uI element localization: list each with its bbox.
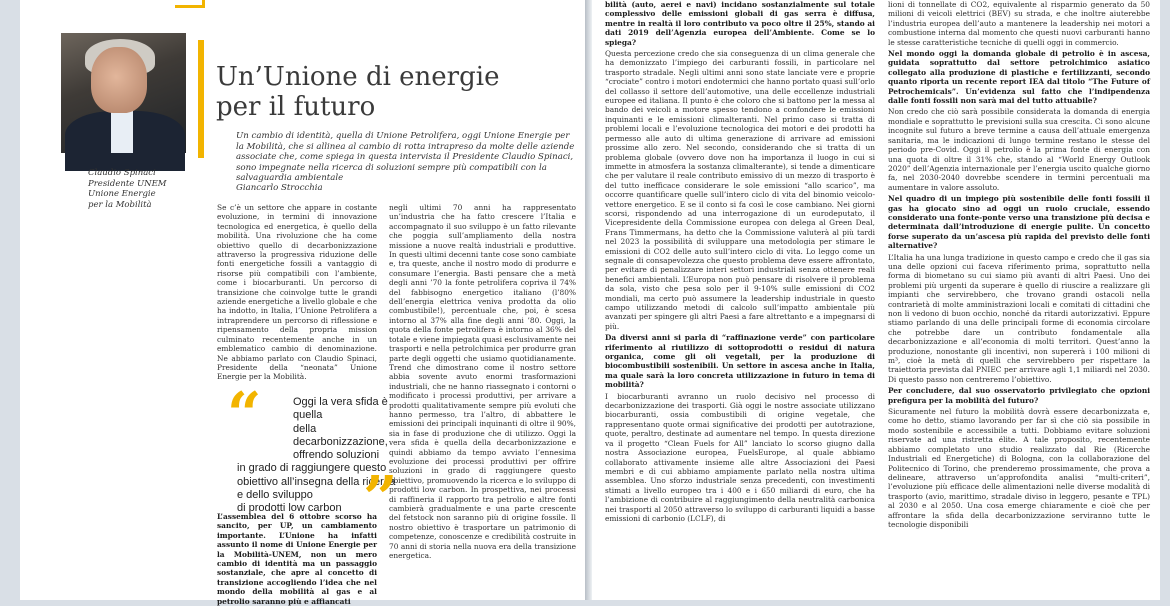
paragraph: Sicuramente nel futuro la mobilità dovrà essere decarbonizzata e, come ho detto, stiamo lavorando per far sì che ciò sia possibile in modo sostenibile e accessibile a tutti. Dobbiamo evitare soluzioni riservate ad una ristretta élite. A tale proposito, recentemente abbiamo completato uno studio realizzato dal Rie (Ricerche Industriali ed Energetiche) di Bologna, con la collaborazione del Politecnico di Torino, che prenderemo prossimamente, che prova a delineare, attraverso un’approfondita analisi “multi-criteri”, l’evoluzione più efficace delle alimentazioni nelle diverse modalità di trasporto (avio, marittimo, stradale diviso in leggero, pesante e TPL) al 2030 e al 2050. Una cosa emerge chiaramente e cioè che per affrontare la sfida della decarbonizzazione serviranno tutte le tecnologie disponibili: [888, 407, 1150, 529]
page-gutter: [585, 0, 592, 600]
paragraph: negli ultimi 70 anni ha rappresentato un’industria che ha fatto crescere l’Italia e accompagnato il suo sviluppo è un fatto rilevante che poggia sull’ampliamento della nostra missione a nuove realtà industriali e produttive. In questi ultimi decenni tante cose sono cambiate e, tra queste, anche il nostro modo di produrre e consumare l’energia. Basti pensare che a metà degli anni ’70 la fonte petrolifera copriva il 74% del fabbisogno energetico italiano (l’80% dell’energia elettrica veniva prodotta da olio combustibile!), percentuale che, poi, è scesa intorno al 37% alla fine degli anni ’80. Oggi, la quota della fonte petrolifera è intorno al 36% del totale e viene impiegata quasi esclusivamente nei trasporti e nella petrolchimica per produrre gran parte degli oggetti che usiamo quotidianamente. Trend che dimostrano come il nostro settore abbia sovente avuto enormi trasformazioni industriali, che ne hanno riassegnato i contorni o modificato i processi produttivi, per arrivare a prodotti qualitativamente sempre più evoluti che hanno permesso, tra l’altro, di abbattere le emissioni dei principali inquinanti di oltre il 90%, sia in fase di produzione che di utilizzo. Oggi la vera sfida è quella della decarbonizzazione e quindi abbiamo da tempo avviato l’ennesima evoluzione dei processi produttivi per offrire soluzioni in grado di raggiungere questo obiettivo, promuovendo la ricerca e lo sviluppo di prodotti low carbon. In prospettiva, nei processi di raffineria il rapporto tra petrolio e altre fonti cambierà gradualmente e una parte crescente del fetstock non saranno più di origine fossile. Il nostro obiettivo è trasportare un patrimonio di competenze, conoscenze e credibilità costruite in 70 anni di storia nella nuova era della transizione energetica.: [389, 203, 576, 561]
paragraph: Se c’è un settore che appare in costante evoluzione, in termini di innovazione tecnologica ed energetica, è quello della mobilità. Una rivoluzione che ha come obiettivo quello di decarbonizzazione attraverso la progressiva riduzione delle fonti energetiche fossili a vantaggio di risorse più compatibili con l’ambiente, come i biocarburanti. Un percorso di transizione che coinvolge tutte le grandi aziende energetiche a livello globale e che ha indotto, in Italia, l’Unione Petrolifera a intraprendere un percorso di riflessione e ripensamento della propria mission culminato recentemente anche in un emblematico cambio di denominazione. Ne abbiamo parlato con Claudio Spinaci, Presidente della “neonata” Unione Energie per la Mobilità.: [217, 203, 377, 382]
paragraph: lioni di tonnellate di CO2, equivalente al risparmio generato da 50 milioni di veicoli elettrici (BEV) su strada, e che inoltre aiuterebbe l’industria europea dell’auto a mantenere la leadership nei motori a combustione interna dal momento che questi nuovi carburanti hanno le stesse caratteristiche tecniche di quelli oggi in commercio.: [888, 0, 1150, 47]
photo-accent-bar: [198, 40, 204, 158]
quote-close-mark: ”: [363, 464, 398, 534]
quote-line: Oggi la vera sfida è quella: [293, 396, 388, 422]
caption-line: Claudio Spinaci: [88, 168, 156, 178]
left-column-2: [389, 203, 576, 600]
quote-line: e dello sviluppo: [237, 489, 313, 502]
paragraph: L’Italia ha una lunga tradizione in questo campo e credo che il gas sia una delle opzioni cui faceva riferimento prima, soprattutto nella forma di biometano su cui siamo più avanti di altri Paesi. Uno dei problemi più urgenti da superare è quello di riuscire a realizzare gli impianti che servirebbero, che trovano grandi ostacoli nella contrarietà di molte amministrazioni locali e comitati di cittadini che non li vedono di buon occhio, nonché da ritardi autorizzativi. Eppure stiamo parlando di una delle principali forme di economia circolare che potrebbe dare un contributo fondamentale alla decarbonizzazione e all’economia di molti territori. Quest’anno la produzione, nonostante gli incentivi, non supererà i 100 milioni di m³, cioè la metà di quelli che servirebbero per rispettare la traiettoria prevista dal PNIEC per arrivare agli 1,1 miliardi nel 2030. Di questo passo non centreremo l’obiettivo.: [888, 252, 1150, 384]
paragraph-question: Da diversi anni si parla di “raffinazione verde” con particolare riferimento al riutilizzo di sottoprodotti o residui di natura organica, come gli oli vegetali, per la produzione di biocombustibili sostenibili. Un settore in ascesa anche in Italia, ma quale sarà la loro concreta utilizzazione in futuro in tema di mobilità?: [605, 333, 875, 390]
quote-line: della decarbonizzazione,: [293, 422, 388, 448]
right-column-2: [888, 0, 1150, 600]
top-accent-decoration: [175, 0, 205, 8]
quote-open-mark: “: [227, 380, 262, 450]
right-column-1: [605, 0, 875, 600]
quote-line: in grado di raggiungere questo: [237, 462, 387, 475]
title-line: Un’Unione di energie: [216, 62, 500, 92]
quote-line: di prodotti low carbon: [237, 502, 342, 515]
right-page: [592, 0, 1160, 600]
left-page: [20, 0, 585, 606]
article-title: [216, 62, 499, 122]
pull-quote: [227, 378, 412, 534]
article-lead: Un cambio di identità, quella di Unione Petrolifera, oggi Unione Energie per la Mobilità, che si allinea al cambio di rotta intrapreso da molte delle aziende associate che, come spiega in questa intervista il Presidente Claudio Spinaci, sono impegnate nella ricerca di soluzioni sempre più compatibili con la salvaguardia ambientale: [236, 131, 575, 184]
paragraph-question: Nel quadro di un impiego più sostenibile delle fonti fossili il gas ha giocato sino ad oggi un ruolo cruciale, essendo considerato una fonte-ponte verso una transizione più decisa e determinata dall’introduzione di energie pulite. Un concetto forse superato da un’ascesa più rapida del previsto delle fonti alternative?: [888, 194, 1150, 251]
paragraph-question: Per concludere, dal suo osservatorio privilegiato che opzioni prefigura per la mobilità del futuro?: [888, 386, 1150, 405]
portrait-shirt: [111, 111, 133, 153]
paragraph-question: bilità (auto, aerei e navi) incidano sostanzialmente sul totale complessivo delle emissioni globali di gas serra è diffusa, mentre in realtà il loro contributo va poco oltre il 25%, stando ai dati 2019 dell’Agenzia europea dell’Ambiente. Come se lo spiega?: [605, 0, 875, 47]
quote-line: offrendo soluzioni: [293, 449, 380, 462]
caption-line: Unione Energie: [88, 189, 156, 199]
left-column-1-bottom: [217, 512, 377, 606]
article-author: Giancarlo Strocchia: [236, 183, 323, 193]
paragraph-question: Nel mondo oggi la domanda globale di petrolio è in ascesa, guidata soprattutto dal settore petrolchimico asiatico collegato alla produzione di plastiche e fertilizzanti, secondo quanto riporta un recente report IEA dal titolo “The Future of Petrochemicals”. Un’evidenza sul fatto che l’indipendenza dalle fonti fossili non sarà mai del tutto attuabile?: [888, 49, 1150, 106]
paragraph-question: L’assemblea del 6 ottobre scorso ha sancito, per UP, un cambiamento importante. L’Unione ha infatti assunto il nome di Unione Energie per la Mobilità-UNEM, non un mero cambio di identità ma un passaggio sostanziale, che apre al concetto di transizione accogliendo l’idea che nel mondo della mobilità al gas e al petrolio saranno più e affiancati: [217, 512, 377, 606]
paragraph: Questa percezione credo che sia conseguenza di un clima generale che ha demonizzato l’impiego dei carburanti fossili, in particolare nel trasporto stradale. Negli ultimi anni sono state lanciate vere e proprie “crociate” contro i motori endotermici che hanno portato quasi sull’orlo del collasso il settore dell’automotive, una delle eccellenze industriali europee ed italiana. Il punto è che coloro che si battono per la messa al bando dei veicoli a motore spesso tendono a confondere le emissioni inquinanti e le emissioni climalteranti. Nel primo caso si tratta di problemi locali e l’evoluzione tecnologica dei motori e dei prodotti ha permesso alle auto di ultima generazione di arrivare ad emissioni prossime allo zero. Nel secondo, considerando che si tratta di un problema globale (ovvero dove non ha importanza il luogo in cui si immette in atmosfera la sostanza climalterante), si tende a dimenticare che per valutare il reale contributo emissivo di un mezzo di trasporto è del tutto inefficace considerare le sole emissioni “allo scarico”, ma occorre quantificare quelle sull’intero ciclo di vita del binomio veicolo-vettore energetico. E se il conto si fa così le cose cambiano. Nei giorni scorsi, rispondendo ad una interrogazione di un eurodeputato, il Vicepresidente della Commissione europea con delega al Green Deal, Frans Timmermans, ha detto che la Commissione valuterà al più tardi nel 2023 la possibilità di sviluppare una metodologia per stimare le emissioni di CO2 delle auto sull’intero ciclo di vita. Lo leggo come un segnale di consapevolezza che questo problema deve essere affrontato, per evitare di penalizzare interi settori industriali senza ottenere reali benefici ambientali. L’Europa non può pensare di risolvere il problema da sola, visto che pesa solo per il 9-10% sulle emissioni di CO2 mondiali, ma certo può assumere la leadership industriale in questo campo utilizzando metodi di calcolo sull’impatto ambientale più avanzati per spingere gli altri Paesi a fare altrettanto e a impegnarsi di più.: [605, 49, 875, 331]
portrait-photo: [61, 33, 186, 153]
paragraph: Non credo che ciò sarà possibile considerata la domanda di energia mondiale e soprattutto le previsioni sulla sua crescita. Ci sono alcune incognite sul futuro a breve termine a causa dell’attuale emergenza sanitaria, ma le indicazioni di lungo termine restano le stesse del periodo pre-Covid. Oggi il petrolio è la prima fonte di energia con una quota di oltre il 31% che, stando al “World Energy Outlook 2020” dell’Agenzia internazionale per l’energia uscito qualche giorno fa, nel 2030-2040 dovrebbe scendere in termini percentuali ma aumentare in valore assoluto.: [888, 107, 1150, 192]
photo-caption: [88, 168, 198, 210]
title-line: per il futuro: [216, 92, 376, 122]
left-column-1-top: [217, 203, 377, 382]
portrait-face: [91, 47, 147, 113]
caption-line: per la Mobilità: [88, 199, 152, 210]
paragraph: I biocarburanti avranno un ruolo decisivo nel processo di decarbonizzazione dei trasporti. Già oggi le nostre associate utilizzano biocarburanti, ossia combustibili di origine vegetale, che rappresentano quote ormai significative dei prodotti per autotrazione, quote, peraltro, destinate ad aumentare nel tempo. In questa direzione va il progetto “Clean Fuels for All” lanciato lo scorso giugno dalla nostra Associazione europea, FuelsEurope, al quale abbiamo collaborato attivamente insieme alle altre Associazioni dei Paesi membri e di cui abbiamo ampiamente parlato nella nostra ultima assemblea. Uno sforzo industriale senza precedenti, con investimenti stimati a livello europeo tra i 400 e i 650 miliardi di euro, che ha l’ambizione di contribuire al raggiungimento della neutralità carbonica nei trasporti al 2050 attraverso lo sviluppo di carburanti liquidi a basse emissioni di carbonio (LCLF), di: [605, 391, 875, 523]
caption-line: Presidente UNEM: [88, 178, 167, 189]
quote-line: obiettivo all’insegna della ricerca: [237, 475, 396, 488]
